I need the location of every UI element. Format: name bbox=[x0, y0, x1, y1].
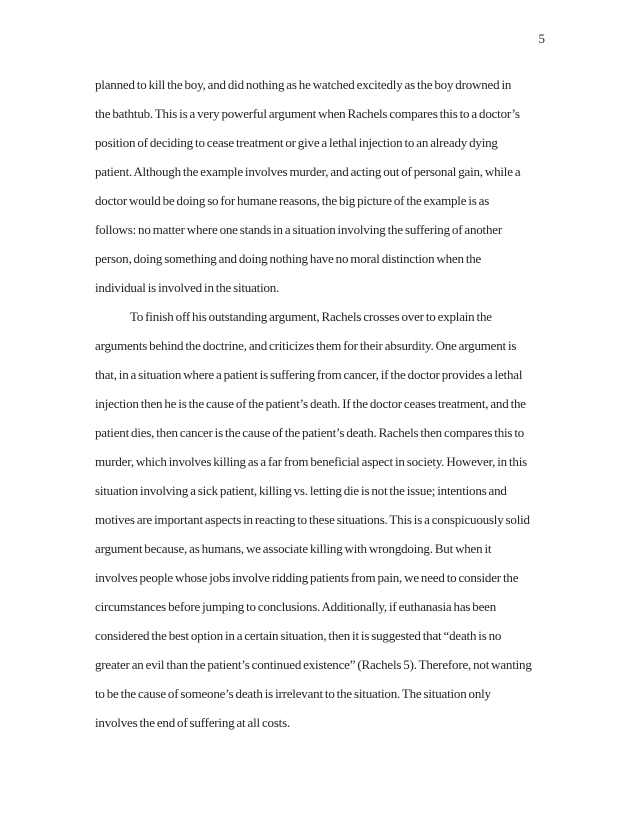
essay-text bbox=[95, 70, 565, 737]
text-line: motives are important aspects in reacting to these situations. This is a conspicuously solid bbox=[95, 512, 530, 527]
text-line: planned to kill the boy, and did nothing as he watched excitedly as the boy drowned in bbox=[95, 77, 512, 92]
text-line: circumstances before jumping to conclusions. Additionally, if euthanasia has been bbox=[95, 599, 497, 614]
text-line: person, doing something and doing nothing have no moral distinction when the bbox=[95, 251, 482, 266]
text-line: To finish off his outstanding argument, Rachels crosses over to explain the bbox=[130, 309, 492, 324]
paragraph-1 bbox=[95, 70, 565, 302]
text-line: individual is involved in the situation. bbox=[95, 280, 280, 295]
text-line: injection then he is the cause of the patient’s death. If the doctor ceases treatment, and the bbox=[95, 396, 526, 411]
text-line: situation involving a sick patient, killing vs. letting die is not the issue; intentions and bbox=[95, 483, 507, 498]
text-line: to be the cause of someone’s death is irrelevant to the situation. The situation only bbox=[95, 686, 491, 701]
text-line: doctor would be doing so for humane reasons, the big picture of the example is as bbox=[95, 193, 490, 208]
text-line: involves the end of suffering at all costs. bbox=[95, 715, 291, 730]
text-line: involves people whose jobs involve ridding patients from pain, we need to consider the bbox=[95, 570, 519, 585]
text-line: considered the best option in a certain situation, then it is suggested that “death is no bbox=[95, 628, 502, 643]
text-line: greater an evil than the patient’s continued existence” (Rachels 5). Therefore, not wanting bbox=[95, 657, 532, 672]
text-line: the bathtub. This is a very powerful argument when Rachels compares this to a doctor’s bbox=[95, 106, 520, 121]
text-line: arguments behind the doctrine, and criticizes them for their absurdity. One argument is bbox=[95, 338, 517, 353]
text-line: argument because, as humans, we associate killing with wrongdoing. But when it bbox=[95, 541, 492, 556]
text-line: that, in a situation where a patient is suffering from cancer, if the doctor provides a lethal bbox=[95, 367, 523, 382]
page-number: 5 bbox=[538, 31, 545, 46]
text-line: murder, which involves killing as a far from beneficial aspect in society. However, in this bbox=[95, 454, 527, 469]
text-line: patient dies, then cancer is the cause of the patient’s death. Rachels then compares this to bbox=[95, 425, 525, 440]
text-line: position of deciding to cease treatment or give a lethal injection to an already dying bbox=[95, 135, 498, 150]
text-line: patient. Although the example involves murder, and acting out of personal gain, while a bbox=[95, 164, 521, 179]
text-line: follows: no matter where one stands in a situation involving the suffering of another bbox=[95, 222, 502, 237]
paragraph-2 bbox=[95, 302, 565, 737]
